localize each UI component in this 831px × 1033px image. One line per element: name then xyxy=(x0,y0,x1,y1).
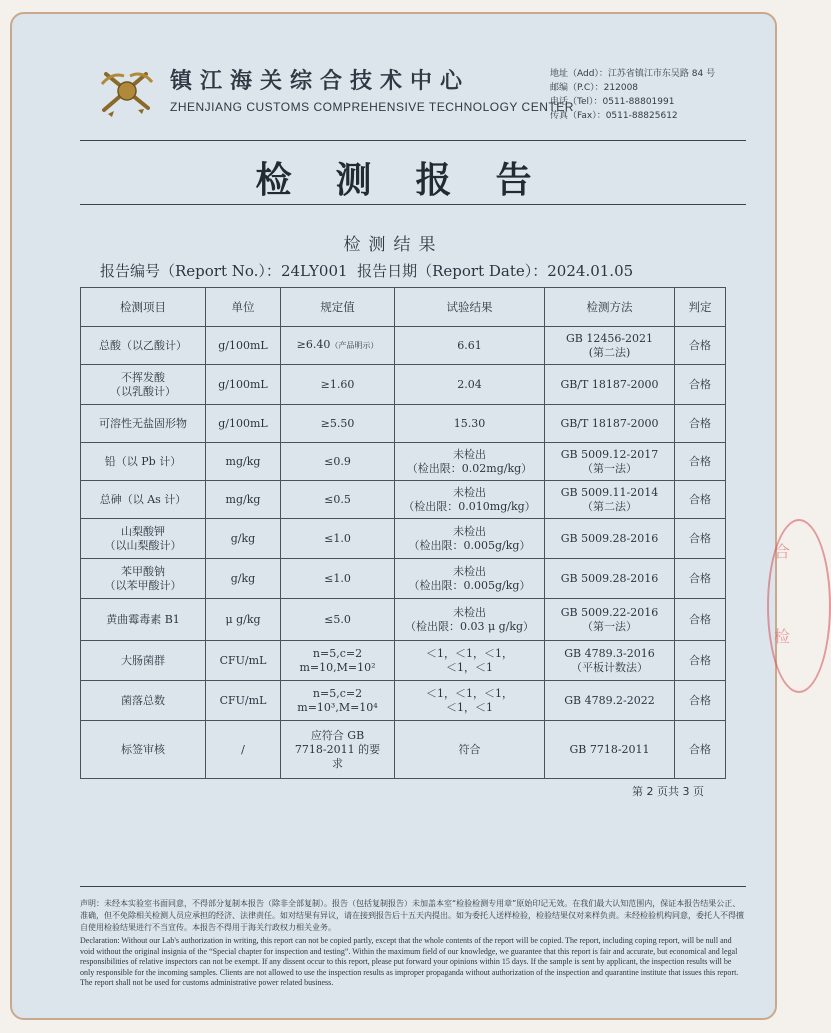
cell-verdict: 合格 xyxy=(675,599,726,641)
cell-verdict: 合格 xyxy=(675,641,726,681)
report-date-label: 报告日期（Report Date）： xyxy=(357,262,548,280)
cell-test-result xyxy=(395,481,545,519)
cell-test-result-line: 未检出 xyxy=(453,605,486,619)
cell-unit: CFU/mL xyxy=(206,641,281,681)
cell-test-item xyxy=(81,481,206,519)
cell-test-method xyxy=(545,559,675,599)
cell-specified-value xyxy=(281,327,395,365)
cell-unit: mg/kg xyxy=(206,481,281,519)
cell-specified-value xyxy=(281,721,395,779)
disclaimer-footer xyxy=(80,886,746,989)
cell-test-item-line: 铅（以 Pb 计） xyxy=(104,454,182,468)
column-header: 判定 xyxy=(675,288,726,327)
cell-test-method-line: GB 12456-2021 xyxy=(565,331,654,345)
cell-test-item-line: 黄曲霉毒素 B1 xyxy=(106,612,180,626)
cell-test-item-line: （以苯甲酸计） xyxy=(104,578,182,592)
disclaimer-en: Declaration: Without our Lab's authorization in writing, this report can not be copied partly, except that the whole contents of the report will be copied. The report, including coping report, will be null and void without the original insignia of the “Special chapter for inspection and testing”. Within the maximum field of our knowledge, we guarantee that this report is fair and accurate, but economical and legal responsibilities of relative inspectors can not be exempt. If any dissent occur to this report, please put forward your opinions within 15 days. If the sample is sent by applicant, the inspection results will be only responsible for the incoming samples. Clients are not allowed to use the inspection results as improper propaganda without authorization of the inspection and quarantine institute that issues this report. The report shall not be used for customs administrative power related business. xyxy=(80,936,739,987)
cell-test-result-line: 未检出 xyxy=(453,485,486,499)
cell-verdict: 合格 xyxy=(675,405,726,443)
cell-test-result-line: 未检出 xyxy=(453,524,486,538)
cell-test-method-line: GB/T 18187-2000 xyxy=(560,416,659,430)
cell-specified-value-line: m=10,M=10² xyxy=(299,660,376,674)
cell-test-result-line: 未检出 xyxy=(453,447,486,461)
cell-test-item-line: （以山梨酸计） xyxy=(104,538,182,552)
cell-test-result-line: （检出限：0.02mg/kg） xyxy=(406,461,533,475)
cell-test-method-line: GB 5009.22-2016 xyxy=(560,605,659,619)
spec-note: （产品明示） xyxy=(330,341,379,350)
org-name-cn: 镇江海关综合技术中心 xyxy=(170,69,471,94)
table-body xyxy=(81,327,726,779)
cell-test-result xyxy=(395,559,545,599)
cell-test-method-line: GB 7718-2011 xyxy=(569,742,650,756)
table-row xyxy=(81,721,726,779)
report-number-label: 报告编号（Report No.）： xyxy=(100,262,281,280)
header-rule-bottom xyxy=(80,204,746,205)
cell-test-method xyxy=(545,641,675,681)
cell-test-method-line: （第一法） xyxy=(582,461,637,475)
cell-test-result-line: 6.61 xyxy=(457,338,482,352)
cell-test-result-line: ＜1，＜1 xyxy=(446,660,493,674)
cell-test-result xyxy=(395,681,545,721)
table-row xyxy=(81,405,726,443)
cell-test-method xyxy=(545,365,675,405)
cell-test-method-line: （平板计数法） xyxy=(571,660,648,674)
cell-test-result-line: （检出限：0.03 μ g/kg） xyxy=(404,619,535,633)
cell-specified-value xyxy=(281,443,395,481)
report-number: 24LY001 xyxy=(280,262,348,280)
cell-test-method-line: （第一法） xyxy=(582,619,637,633)
cell-test-result xyxy=(395,641,545,681)
cell-test-method xyxy=(545,721,675,779)
header-rule-top xyxy=(80,140,746,141)
cell-verdict: 合格 xyxy=(675,519,726,559)
cell-test-item-line: 山梨酸钾 xyxy=(121,524,165,538)
results-table xyxy=(80,287,726,779)
cell-verdict: 合格 xyxy=(675,559,726,599)
red-seal-fragment: 合 xyxy=(774,542,791,561)
contact-block xyxy=(550,67,715,123)
cell-test-item xyxy=(81,721,206,779)
cell-test-item-line: 标签审核 xyxy=(121,742,165,756)
cell-test-result xyxy=(395,365,545,405)
report-header xyxy=(12,14,775,149)
column-header: 检测项目 xyxy=(81,288,206,327)
cell-test-item-line: 总酸（以乙酸计） xyxy=(99,338,187,352)
table-row xyxy=(81,559,726,599)
cell-specified-value-line: 7718-2011 的要 xyxy=(294,742,381,756)
cell-specified-value-line: ≤1.0 xyxy=(324,571,351,585)
cell-test-result-line: ＜1，＜1，＜1， xyxy=(426,686,513,700)
cell-test-result-line: （检出限：0.005g/kg） xyxy=(408,538,531,552)
cell-test-item xyxy=(81,519,206,559)
cell-test-item xyxy=(81,599,206,641)
cell-test-result xyxy=(395,721,545,779)
cell-unit: μ g/kg xyxy=(206,599,281,641)
cell-test-method-line: GB 4789.3-2016 xyxy=(564,646,655,660)
cell-test-item xyxy=(81,681,206,721)
cell-test-method xyxy=(545,519,675,559)
cell-test-method-line: GB 5009.11-2014 xyxy=(560,485,659,499)
cell-test-item xyxy=(81,641,206,681)
cell-specified-value-line: ≤0.5 xyxy=(324,492,351,506)
org-name-en: ZHENJIANG CUSTOMS COMPREHENSIVE TECHNOLOGY CENTER xyxy=(170,100,574,114)
cell-test-result xyxy=(395,327,545,365)
cell-test-method xyxy=(545,443,675,481)
cell-specified-value xyxy=(281,481,395,519)
cell-specified-value-line: n=5,c=2 xyxy=(312,646,363,660)
cell-test-item-line: 苯甲酸钠 xyxy=(121,564,165,578)
cell-test-result-line: （检出限：0.005g/kg） xyxy=(408,578,531,592)
table-row xyxy=(81,443,726,481)
cell-verdict: 合格 xyxy=(675,443,726,481)
cell-unit: g/kg xyxy=(206,559,281,599)
page-number: 第 2 页共 3 页 xyxy=(632,785,704,798)
cell-specified-value xyxy=(281,681,395,721)
cell-specified-value xyxy=(281,519,395,559)
cell-test-method xyxy=(545,327,675,365)
contact-postcode: 邮编（P.C）：212008 xyxy=(550,83,639,93)
cell-test-item-line: 总砷（以 As 计） xyxy=(99,492,187,506)
cell-test-result xyxy=(395,519,545,559)
table-row xyxy=(81,327,726,365)
disclaimer-cn: 声明：未经本实验室书面同意，不得部分复制本报告（除非全部复制）。报告（包括复制报告）未加盖本室“检验检测专用章”原始印记无效。在我们最大认知范围内，保证本报告结果公正、准确，但不免除相关检测人员应承担的经济、法律责任。如对结果有异议，请在接到报告后十五天内提出。如为委托人送样检验，检验结果仅对来样负责。未经检验机构同意，委托人不得擅自使用检验结果进行不当宣传。本报告不得用于海关行政权力相关业务。 xyxy=(80,899,744,932)
cell-unit: g/100mL xyxy=(206,327,281,365)
cell-test-result-line: 15.30 xyxy=(453,416,486,430)
cell-verdict: 合格 xyxy=(675,721,726,779)
cell-test-method-line: GB 5009.28-2016 xyxy=(560,571,659,585)
cell-verdict: 合格 xyxy=(675,481,726,519)
cell-unit: / xyxy=(206,721,281,779)
cell-specified-value-line: ≤1.0 xyxy=(324,531,351,545)
cell-test-item xyxy=(81,327,206,365)
report-date: 2024.01.05 xyxy=(547,262,634,280)
cell-specified-value-line: ≤5.0 xyxy=(324,612,351,626)
column-header: 规定值 xyxy=(281,288,395,327)
report-page xyxy=(10,12,791,1020)
cell-test-item-line: 菌落总数 xyxy=(121,693,165,707)
cell-unit: g/100mL xyxy=(206,365,281,405)
cell-test-method-line: GB 5009.28-2016 xyxy=(560,531,659,545)
table-row xyxy=(81,599,726,641)
cell-verdict: 合格 xyxy=(675,327,726,365)
cell-specified-value-line: 求 xyxy=(332,756,343,770)
cell-test-item-line: 不挥发酸 xyxy=(121,370,165,384)
cell-test-result-line: 未检出 xyxy=(453,564,486,578)
cell-test-result xyxy=(395,443,545,481)
cell-test-method-line: GB/T 18187-2000 xyxy=(560,377,659,391)
cell-test-result xyxy=(395,405,545,443)
table-row xyxy=(81,641,726,681)
cell-test-method xyxy=(545,481,675,519)
cell-specified-value-line: n=5,c=2 xyxy=(312,686,363,700)
cell-specified-value-line xyxy=(284,338,391,353)
cell-specified-value-line: ≤0.9 xyxy=(324,454,351,468)
cell-test-result-line: 2.04 xyxy=(457,377,482,391)
document-title: 检测报告 xyxy=(255,160,576,201)
table-row xyxy=(81,519,726,559)
cell-verdict: 合格 xyxy=(675,365,726,405)
red-seal-fragment: 检 xyxy=(774,627,791,646)
cell-verdict: 合格 xyxy=(675,681,726,721)
column-header: 单位 xyxy=(206,288,281,327)
cell-unit: mg/kg xyxy=(206,443,281,481)
cell-test-method-line: （第二法） xyxy=(582,499,637,513)
section-title: 检测结果 xyxy=(343,235,444,255)
cell-test-method-line: (第二法) xyxy=(588,345,631,359)
cell-test-item-line: 可溶性无盐固形物 xyxy=(99,416,187,430)
cell-test-method xyxy=(545,681,675,721)
cell-test-method xyxy=(545,599,675,641)
cell-test-result-line: 符合 xyxy=(458,742,481,756)
cell-specified-value-line: 应符合 GB xyxy=(310,728,365,742)
cell-specified-value xyxy=(281,365,395,405)
cell-specified-value xyxy=(281,405,395,443)
cell-test-item xyxy=(81,443,206,481)
cell-unit: CFU/mL xyxy=(206,681,281,721)
cell-test-result-line: ＜1，＜1 xyxy=(446,700,493,714)
report-meta-line xyxy=(100,260,633,281)
cell-test-item xyxy=(81,365,206,405)
cell-test-result-line: （检出限：0.010mg/kg） xyxy=(403,499,536,513)
cell-test-method-line: GB 5009.12-2017 xyxy=(560,447,659,461)
spec-value: ≥6.40 xyxy=(296,338,331,351)
cell-test-item xyxy=(81,559,206,599)
cell-specified-value xyxy=(281,559,395,599)
cell-unit: g/kg xyxy=(206,519,281,559)
cell-specified-value-line: ≥5.50 xyxy=(320,416,355,430)
cell-test-result-line: ＜1，＜1，＜1， xyxy=(426,646,513,660)
customs-emblem-icon xyxy=(96,62,158,120)
contact-address: 地址（Add）：江苏省镇江市东吴路 84 号 xyxy=(550,69,716,79)
cell-test-item xyxy=(81,405,206,443)
column-header: 试验结果 xyxy=(395,288,545,327)
column-header: 检测方法 xyxy=(545,288,675,327)
contact-fax: 传真（Fax）：0511-88825612 xyxy=(550,111,678,121)
cell-unit: g/100mL xyxy=(206,405,281,443)
cell-specified-value-line: ≥1.60 xyxy=(320,377,355,391)
cell-specified-value-line: m=10³,M=10⁴ xyxy=(297,700,378,714)
table-row xyxy=(81,481,726,519)
cell-test-result xyxy=(395,599,545,641)
cell-test-item-line: 大肠菌群 xyxy=(121,653,165,667)
cell-test-item-line: （以乳酸计） xyxy=(110,384,176,398)
cell-test-method-line: GB 4789.2-2022 xyxy=(564,693,655,707)
cell-test-method xyxy=(545,405,675,443)
table-row xyxy=(81,681,726,721)
cell-specified-value xyxy=(281,599,395,641)
contact-phone: 电话（Tel）：0511-88801991 xyxy=(550,97,675,107)
table-header-row xyxy=(81,288,726,327)
table-row xyxy=(81,365,726,405)
cell-specified-value xyxy=(281,641,395,681)
